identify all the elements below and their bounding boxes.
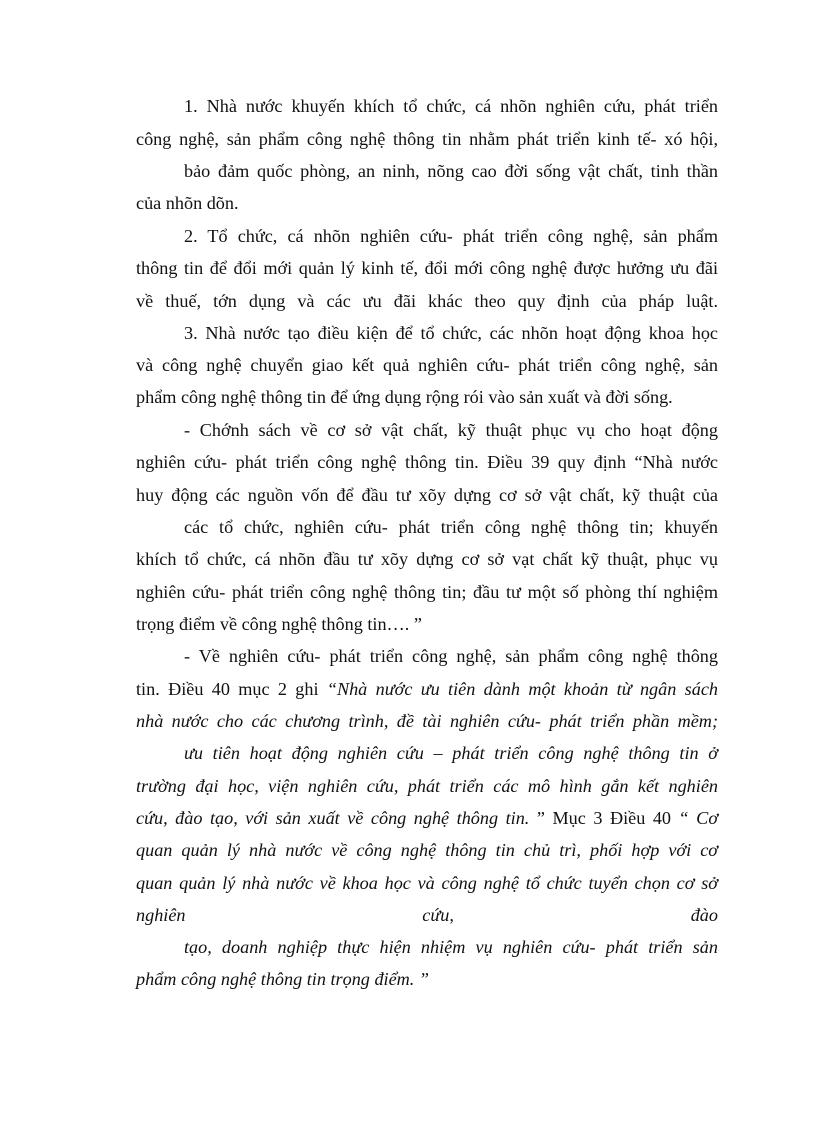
- text-line: phẩm công nghệ thông tin trọng điểm. ”: [136, 969, 430, 989]
- text-line: của nhõn dõn.: [136, 193, 239, 213]
- text-run: ” Mục 3 Điều 40: [529, 808, 679, 828]
- text-line: - Chớnh sách về cơ sở vật chất, kỹ thuật phục vụ cho hoạt động: [184, 420, 718, 440]
- text-line: trường đại học, viện nghiên cứu, phát triển các mô hình gắn kết nghiên: [136, 776, 718, 796]
- text-line: trọng điểm về công nghệ thông tin…. ”: [136, 614, 422, 634]
- text-line: quan quản lý nhà nước về khoa học và công nghệ tổ chức tuyển chọn cơ sở: [136, 873, 718, 893]
- text-line: [136, 678, 718, 700]
- quote-run: “ Cơ: [678, 808, 719, 828]
- text-line: ưu tiên hoạt động nghiên cứu – phát triển công nghệ thông tin ở: [184, 743, 718, 763]
- text-line: và công nghệ chuyển giao kết quả nghiên cứu- phát triển công nghệ, sản: [136, 355, 718, 375]
- text-line: nghiên cứu, đào: [136, 905, 718, 925]
- text-line: nhà nước cho các chương trình, đề tài nghiên cứu- phát triển phần mềm;: [136, 711, 718, 731]
- text-line: huy động các nguồn vốn để đầu tư xõy dựng cơ sở vật chất, kỹ thuật của: [136, 485, 718, 505]
- text-line: quan quản lý nhà nước về công nghệ thông tin chủ trì, phối hợp với cơ: [136, 840, 718, 860]
- text-run: tin. Điều 40 mục 2 ghi: [136, 679, 327, 699]
- text-line: phẩm công nghệ thông tin để ứng dụng rộng rói vào sản xuất và đời sống.: [136, 387, 673, 407]
- text-line: bảo đảm quốc phòng, an ninh, nõng cao đời sống vật chất, tinh thần: [184, 161, 718, 181]
- text-line: các tổ chức, nghiên cứu- phát triển công nghệ thông tin; khuyến: [184, 517, 718, 537]
- text-line: 1. Nhà nước khuyến khích tổ chức, cá nhõn nghiên cứu, phát triển: [184, 96, 718, 116]
- quote-run: “Nhà nước ưu tiên dành một khoản từ ngân sách: [326, 679, 718, 699]
- text-line: công nghệ, sản phẩm công nghệ thông tin nhằm phát triển kinh tế- xó hội,: [136, 129, 718, 149]
- text-line: tạo, doanh nghiệp thực hiện nhiệm vụ nghiên cứu- phát triển sản: [184, 937, 718, 957]
- text-line: nghiên cứu- phát triển công nghệ thông tin. Điều 39 quy định “Nhà nước: [136, 452, 718, 472]
- text-line: khích tổ chức, cá nhõn đầu tư xõy dựng cơ sở vạt chất kỹ thuật, phục vụ: [136, 549, 718, 569]
- text-line: - Về nghiên cứu- phát triển công nghệ, sản phẩm công nghệ thông: [184, 646, 718, 666]
- text-line: thông tin để đổi mới quản lý kinh tế, đổi mới công nghệ được hưởng ưu đãi: [136, 258, 718, 278]
- text-line: về thuế, tớn dụng và các ưu đãi khác theo quy định của pháp luật.: [136, 291, 718, 311]
- text-line: 3. Nhà nước tạo điều kiện để tổ chức, các nhõn hoạt động khoa học: [184, 323, 718, 343]
- text-line: [136, 807, 718, 829]
- text-line: nghiên cứu- phát triển công nghệ thông tin; đầu tư một số phòng thí nghiệm: [136, 582, 718, 602]
- quote-run: cứu, đào tạo, với sản xuất về công nghệ thông tin.: [136, 808, 530, 828]
- text-line: 2. Tổ chức, cá nhõn nghiên cứu- phát triển công nghệ, sản phẩm: [184, 226, 718, 246]
